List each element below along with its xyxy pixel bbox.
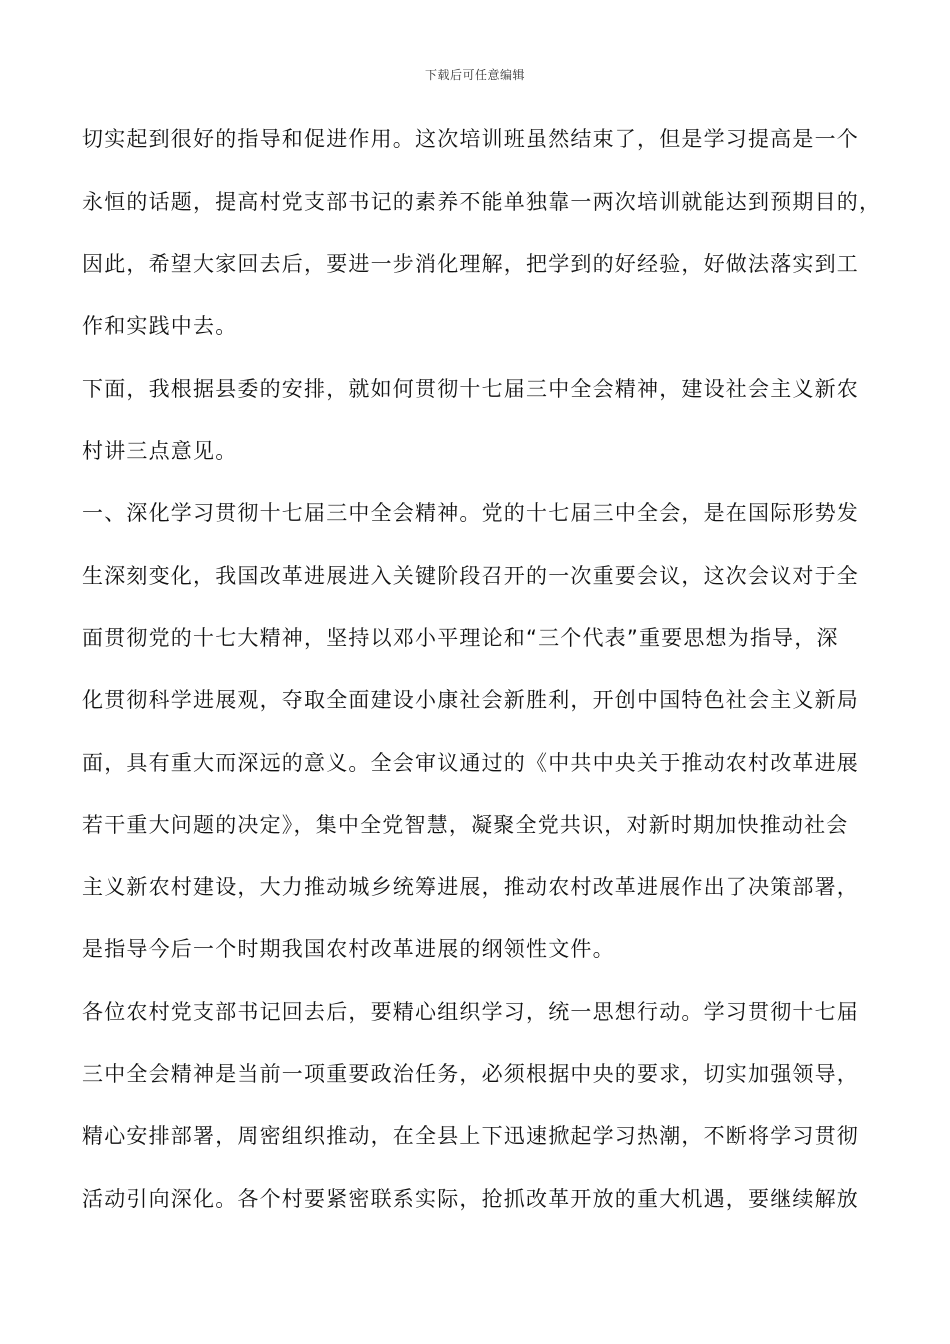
page-header: 下载后可任意编辑 [424,68,525,82]
body-line: 作和实践中去。 [82,314,238,338]
body-line: 面贯彻党的十七大精神，坚持以邓小平理论和“三个代表”重要思想为指导，深 [82,626,839,650]
body-line: 一、深化学习贯彻十七届三中全会精神。党的十七届三中全会，是在国际形势发 [82,501,859,525]
body-line: 活动引向深化。各个村要紧密联系实际，抢抓改革开放的重大机遇，要继续解放 [82,1187,859,1211]
body-line: 生深刻变化，我国改革进展进入关键阶段召开的一次重要会议，这次会议对于全 [82,564,859,588]
body-line: 永恒的话题，提高村党支部书记的素养不能单独靠一两次培训就能达到预期目的， [82,190,882,214]
body-line: 各位农村党支部书记回去后，要精心组织学习，统一思想行动。学习贯彻十七届 [82,1000,859,1024]
body-line: 因此，希望大家回去后，要进一步消化理解，把学到的好经验，好做法落实到工 [82,252,859,276]
body-line: 主义新农村建设，大力推动城乡统筹进展，推动农村改革进展作出了决策部署， [82,875,859,899]
body-line: 是指导今后一个时期我国农村改革进展的纲领性文件。 [82,937,615,961]
body-line: 化贯彻科学进展观，夺取全面建设小康社会新胜利，开创中国特色社会主义新局 [82,688,859,712]
body-line: 精心安排部署，周密组织推动，在全县上下迅速掀起学习热潮，不断将学习贯彻 [82,1124,859,1148]
body-line: 面，具有重大而深远的意义。全会审议通过的《中共中央关于推动农村改革进展 [82,751,859,775]
body-line: 村讲三点意见。 [82,439,238,463]
body-line: 下面，我根据县委的安排，就如何贯彻十七届三中全会精神，建设社会主义新农 [82,377,859,401]
body-line: 切实起到很好的指导和促进作用。这次培训班虽然结束了，但是学习提高是一个 [82,127,859,151]
body-line: 若干重大问题的决定》，集中全党智慧，凝聚全党共识，对新时期加快推动社会 [82,813,849,837]
body-line: 三中全会精神是当前一项重要政治任务，必须根据中央的要求，切实加强领导， [82,1062,859,1086]
